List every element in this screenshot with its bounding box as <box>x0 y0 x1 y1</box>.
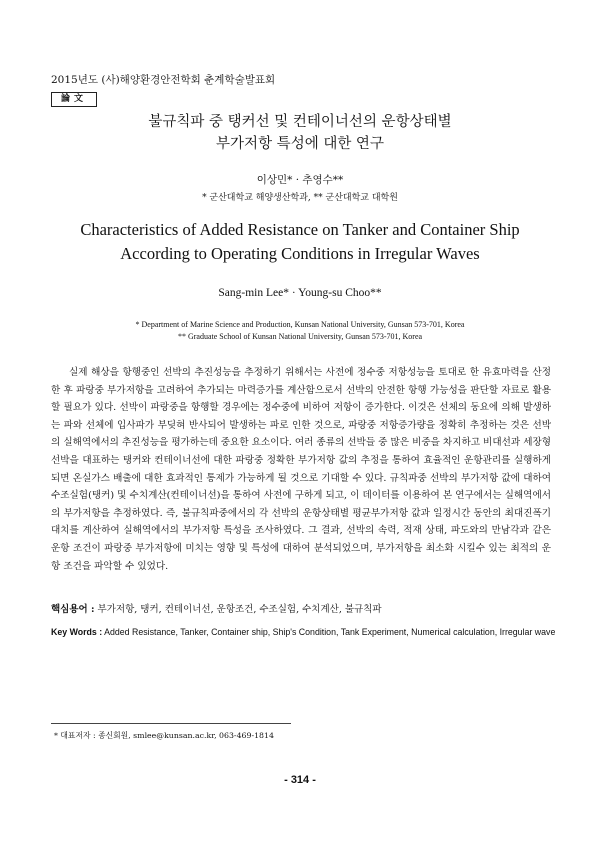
english-title-line2: According to Operating Conditions in Irregular Waves <box>120 244 480 263</box>
korean-authors: 이상민* · 추영수** <box>256 174 344 186</box>
korean-affiliations: * 군산대학교 해양생산학과, ** 군산대학교 대학원 <box>202 193 398 203</box>
conference-header: 2015년도 (사)해양환경안전학회 춘계학술발표회 <box>51 74 276 86</box>
page-number: - 314 - <box>284 774 316 786</box>
english-title <box>0 218 600 266</box>
keywords-english-value: Added Resistance, Tanker, Container ship, Ship's Condition, Tank Experiment, Numerical calculation, Irregular wave <box>102 627 556 637</box>
footnote-divider <box>51 723 291 724</box>
keywords-korean-label: 핵심용어 : <box>51 604 95 615</box>
english-authors: Sang-min Lee* · Young-su Choo** <box>218 287 382 299</box>
footnote: * 대표저자 : 종신회원, smlee@kunsan.ac.kr, 063-469-1814 <box>54 731 274 740</box>
keywords-english-label: Key Words : <box>51 627 103 637</box>
keywords-korean <box>51 601 382 615</box>
english-affiliation-1: * Department of Marine Science and Production, Kunsan National University, Gunsan 573-701, Korea <box>135 320 465 329</box>
english-affiliation-2: ** Graduate School of Kunsan National University, Gunsan 573-701, Korea <box>177 332 423 341</box>
keywords-english <box>51 627 555 637</box>
english-affiliations <box>0 319 600 343</box>
korean-title <box>0 111 600 155</box>
article-type-badge: 論文 <box>51 92 97 107</box>
keywords-korean-value: 부가저항, 탱커, 컨테이너선, 운항조건, 수조실험, 수치계산, 불규칙파 <box>94 604 382 615</box>
korean-title-line1: 불규칙파 중 탱커선 및 컨테이너선의 운항상태별 <box>148 114 452 130</box>
korean-title-line2: 부가저항 특성에 대한 연구 <box>216 136 384 152</box>
english-title-line1: Characteristics of Added Resistance on Tanker and Container Ship <box>80 220 520 239</box>
abstract-paragraph: 실제 해상을 항행중인 선박의 추진성능을 추정하기 위해서는 사전에 정수중 저항성능을 토대로 한 유효마력을 산정한 후 파랑중 부가저항을 고려하여 추가되는 마력증가를 계산함으로서 선박의 안전한 항행 가능성을 판단할 자료로 활용할 필요가 있다. 선박이 파랑중을 항행할 경우에는 정수중에 비하여 저항이 증가한다. 이것은 선체의 동요에 의해 발생하는 파와 선체에 입사파가 부딪혀 반사되어 발생하는 파로 인한 것으로, 파랑중 저항증가량을 정확히 추정하는 것은 선박의 실해역에서의 추진성능을 평가하는데 중요한 요소이다. 여러 종류의 선박들 중 많은 비중을 차지하고 비대선과 세장형 선박을 대표하는 탱커와 컨테이너선에 대한 파랑중 정확한 부가저항 값의 추정을 통하여 효율적인 운항관리를 실행하게 되면 온실가스 배출에 대한 효과적인 통제가 가능하게 될 것으로 기대할 수 있다. 규칙파중 선박의 부가저항 값에 대하여 수조실험(탱커) 및 수치계산(컨테이너선)을 통하여 사전에 구하게 되고, 이 데이터를 이용하여 본 연구에서는 실해역에서의 부가저항을 추정하였다. 즉, 불규칙파중에서의 각 선박의 운항상태별 평균부가저항 값과 일정시간 동안의 최대진폭기대치를 계산하여 실해역에서의 부가저항 특성을 조사하였다. 그 결과, 선박의 속력, 적재 상태, 파도와의 만남각과 같은 운항 조건이 파랑중 부가저항에 미치는 영향 및 특성에 대하여 분석되었으며, 부가저항을 최소화 시킬수 있는 최적의 운항 조건을 파악할 수 있었다. <box>51 367 551 572</box>
